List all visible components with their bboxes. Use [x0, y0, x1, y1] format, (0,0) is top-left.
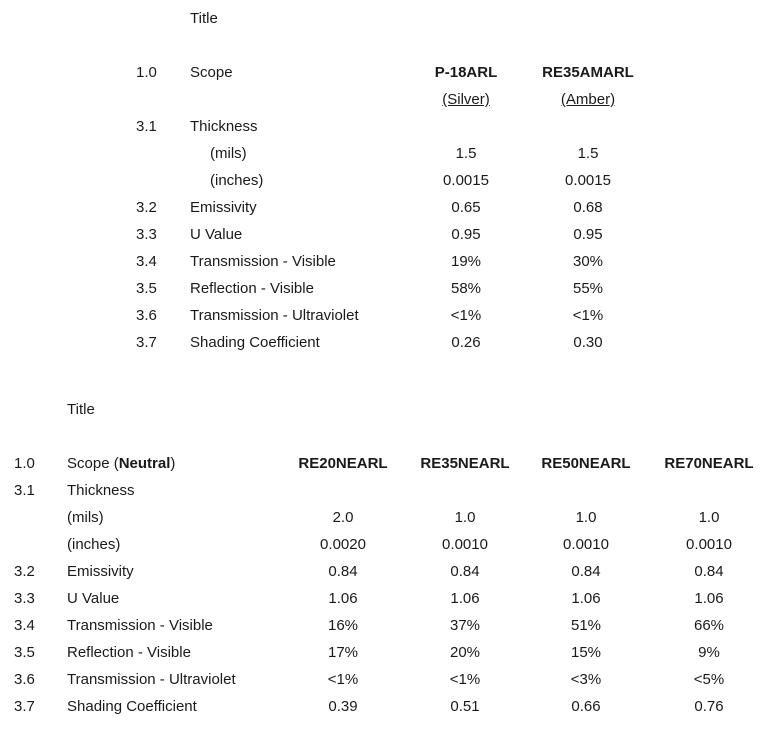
table-cell: 0.76 [694, 698, 724, 715]
table-cell: 55% [572, 280, 604, 297]
scope-variant: Neutral [118, 455, 171, 472]
table-cell: 1.5 [577, 145, 599, 162]
row-number: 3.5 [136, 280, 157, 297]
row-number: 3.5 [14, 644, 35, 661]
row-number: 3.6 [136, 307, 157, 324]
table-cell: <3% [570, 671, 602, 688]
table-cell: 1.06 [571, 590, 601, 607]
table-cell: 1.06 [450, 590, 480, 607]
row-number: 3.3 [14, 590, 35, 607]
row-number: 3.6 [14, 671, 35, 688]
table-cell: 0.84 [450, 563, 480, 580]
table-cell: <1% [449, 671, 481, 688]
table-cell: 0.84 [571, 563, 601, 580]
row-label: Reflection - Visible [190, 280, 314, 297]
table-cell: 9% [698, 644, 720, 661]
table-cell: 0.0010 [686, 536, 732, 553]
column-header: RE70NEARL [664, 455, 754, 472]
table-cell: 0.95 [451, 226, 481, 243]
table-cell: 0.26 [451, 334, 481, 351]
table-cell: 0.0010 [563, 536, 609, 553]
table-cell: 1.0 [698, 509, 720, 526]
table-cell: 0.68 [573, 199, 603, 216]
table-cell: 0.84 [328, 563, 358, 580]
scope-number: 1.0 [14, 455, 35, 472]
row-number: 3.3 [136, 226, 157, 243]
table-cell: 2.0 [332, 509, 354, 526]
table-cell: 30% [572, 253, 604, 270]
scope-text: Scope ( [67, 455, 119, 472]
table-cell: 1.06 [694, 590, 724, 607]
row-number: 3.2 [136, 199, 157, 216]
row-label: (mils) [210, 145, 247, 162]
row-label: Shading Coefficient [190, 334, 320, 351]
row-label: Transmission - Ultraviolet [67, 671, 236, 688]
table-cell: 66% [693, 617, 725, 634]
scope-label [67, 455, 175, 473]
table-cell: 0.66 [571, 698, 601, 715]
row-label: Transmission - Ultraviolet [190, 307, 359, 324]
row-label: U Value [67, 590, 120, 607]
table-cell: <1% [572, 307, 604, 324]
table-cell: 51% [570, 617, 602, 634]
column-header: RE35AMARL [542, 64, 634, 81]
column-header: RE20NEARL [298, 455, 388, 472]
scope-number: 1.0 [136, 64, 157, 81]
row-label: (inches) [210, 172, 264, 189]
row-label: (inches) [67, 536, 121, 553]
table-cell: 58% [450, 280, 482, 297]
column-header: RE50NEARL [541, 455, 631, 472]
table-cell: <5% [693, 671, 725, 688]
row-number: 3.2 [14, 563, 35, 580]
table-cell: 20% [449, 644, 481, 661]
table-title: Title [67, 401, 95, 418]
row-label: (mils) [67, 509, 104, 526]
row-number: 3.4 [14, 617, 35, 634]
table-cell: 0.0015 [443, 172, 489, 189]
column-header: RE35NEARL [420, 455, 510, 472]
row-number: 3.1 [14, 482, 35, 499]
table-cell: 0.84 [694, 563, 724, 580]
row-label: Shading Coefficient [67, 698, 197, 715]
row-label: Thickness [67, 482, 135, 499]
row-label: Emissivity [190, 199, 257, 216]
table-cell: 0.39 [328, 698, 358, 715]
row-number: 3.4 [136, 253, 157, 270]
row-label: Reflection - Visible [67, 644, 191, 661]
table-cell: 0.65 [451, 199, 481, 216]
table-cell: 1.0 [575, 509, 597, 526]
row-label: U Value [190, 226, 243, 243]
table-cell: 0.51 [450, 698, 480, 715]
scope-text: ) [170, 455, 176, 472]
row-number: 3.1 [136, 118, 157, 135]
table-cell: 16% [327, 617, 359, 634]
table-cell: 0.30 [573, 334, 603, 351]
row-label: Thickness [190, 118, 258, 135]
table-cell: 37% [449, 617, 481, 634]
row-number: 3.7 [14, 698, 35, 715]
table-cell: 17% [327, 644, 359, 661]
table-title: Title [190, 10, 218, 27]
table-cell: 0.0010 [442, 536, 488, 553]
table-cell: <1% [450, 307, 482, 324]
column-subheader: (Amber) [560, 91, 616, 108]
table-cell: 0.0015 [565, 172, 611, 189]
table-cell: 1.0 [454, 509, 476, 526]
table-cell: 0.0020 [320, 536, 366, 553]
row-label: Transmission - Visible [190, 253, 336, 270]
table-cell: 1.5 [455, 145, 477, 162]
column-header: P-18ARL [434, 64, 498, 81]
table-cell: 19% [450, 253, 482, 270]
table-cell: 15% [570, 644, 602, 661]
table-cell: 1.06 [328, 590, 358, 607]
table-cell: 0.95 [573, 226, 603, 243]
scope-label: Scope [190, 64, 233, 81]
row-label: Emissivity [67, 563, 134, 580]
row-number: 3.7 [136, 334, 157, 351]
table-cell: <1% [327, 671, 359, 688]
row-label: Transmission - Visible [67, 617, 213, 634]
column-subheader: (Silver) [442, 91, 490, 108]
